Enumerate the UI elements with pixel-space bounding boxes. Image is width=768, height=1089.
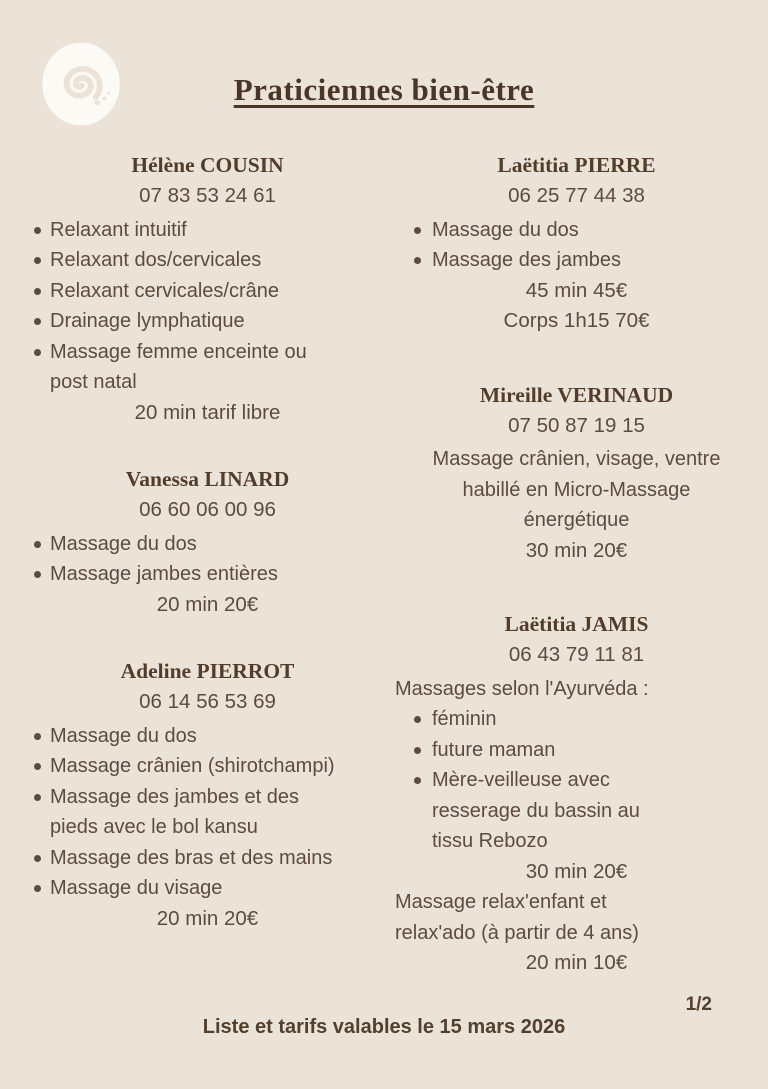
service-list xyxy=(26,215,389,398)
service-item: Drainage lymphatique xyxy=(26,306,344,337)
service-item: Massage des jambes et des pieds avec le bol kansu xyxy=(26,782,344,843)
practitioner-section-pierrot xyxy=(26,658,389,934)
right-column xyxy=(389,152,758,979)
practitioner-name: Laëtitia JAMIS xyxy=(504,612,649,636)
service-item: Massage du dos xyxy=(26,529,344,560)
price-line: Corps 1h15 70€ xyxy=(503,309,650,332)
practitioner-name: Vanessa LINARD xyxy=(125,467,290,491)
price-line: 20 min 20€ xyxy=(156,592,259,616)
service-item: future maman xyxy=(395,735,684,766)
service-item: Mère-veilleuse avec resserage du bassin au tissu Rebozo xyxy=(395,765,684,857)
page-title-text: Praticiennes bien-être xyxy=(233,72,535,107)
practitioner-section-linard xyxy=(26,466,389,620)
service-item: Massage des bras et des mains xyxy=(26,843,344,874)
service-list xyxy=(395,215,758,276)
price-line: 30 min 20€ xyxy=(525,859,628,883)
service-item: Relaxant intuitif xyxy=(26,215,344,246)
practitioner-phone: 07 50 87 19 15 xyxy=(508,413,645,437)
service-list xyxy=(26,721,389,904)
price-line: 30 min 20€ xyxy=(525,538,628,562)
footer-validity-text: Liste et tarifs valables le 15 mars 2026 xyxy=(202,1016,566,1038)
page-number: 1/2 xyxy=(685,994,712,1015)
practitioner-section-cousin xyxy=(26,152,389,428)
price-line: 45 min 45€ xyxy=(525,278,628,302)
practitioner-name: Hélène COUSIN xyxy=(131,153,284,177)
spiral-logo xyxy=(36,36,126,132)
practitioner-name: Adeline PIERROT xyxy=(120,659,295,683)
practitioner-description: Massage crânien, visage, ventre habillé en Micro-Massage énergétique xyxy=(432,448,721,531)
practitioner-phone: 06 14 56 53 69 xyxy=(139,690,276,713)
practitioner-note: Massage relax'enfant et relax'ado (à partir de 4 ans) xyxy=(395,891,639,944)
content-columns xyxy=(0,152,768,979)
service-item: Massage du dos xyxy=(26,721,344,752)
service-item: Massage des jambes xyxy=(395,245,684,276)
price-line: 20 min 20€ xyxy=(156,906,259,930)
price-line: 20 min 10€ xyxy=(525,951,628,974)
practitioner-section-verinaud xyxy=(395,382,758,567)
service-list xyxy=(395,704,758,857)
practitioner-name: Laëtitia PIERRE xyxy=(497,153,656,177)
service-item: Massage du visage xyxy=(26,873,344,904)
practitioner-phone: 06 43 79 11 81 xyxy=(508,643,645,666)
practitioner-phone: 06 60 06 00 96 xyxy=(139,498,276,521)
practitioner-phone: 07 83 53 24 61 xyxy=(139,184,276,207)
service-item: Relaxant cervicales/crâne xyxy=(26,276,344,307)
practitioner-section-pierre xyxy=(395,152,758,337)
service-item: Massage du dos xyxy=(395,215,684,246)
spiral-logo-graphic xyxy=(36,36,126,132)
practitioner-name: Mireille VERINAUD xyxy=(479,382,674,407)
service-item: Massage crânien (shirotchampi) xyxy=(26,751,344,782)
practitioner-section-jamis xyxy=(395,611,758,979)
service-list xyxy=(26,529,389,590)
service-item: Massage jambes entières xyxy=(26,559,344,590)
service-list-intro: Massages selon l'Ayurvéda : xyxy=(395,677,649,700)
price-line: 20 min tarif libre xyxy=(134,400,281,424)
service-item: Relaxant dos/cervicales xyxy=(26,245,344,276)
service-item: Massage femme enceinte ou post natal xyxy=(26,337,344,398)
practitioner-phone: 06 25 77 44 38 xyxy=(508,184,645,207)
service-item: féminin xyxy=(395,704,684,735)
left-column xyxy=(26,152,389,979)
